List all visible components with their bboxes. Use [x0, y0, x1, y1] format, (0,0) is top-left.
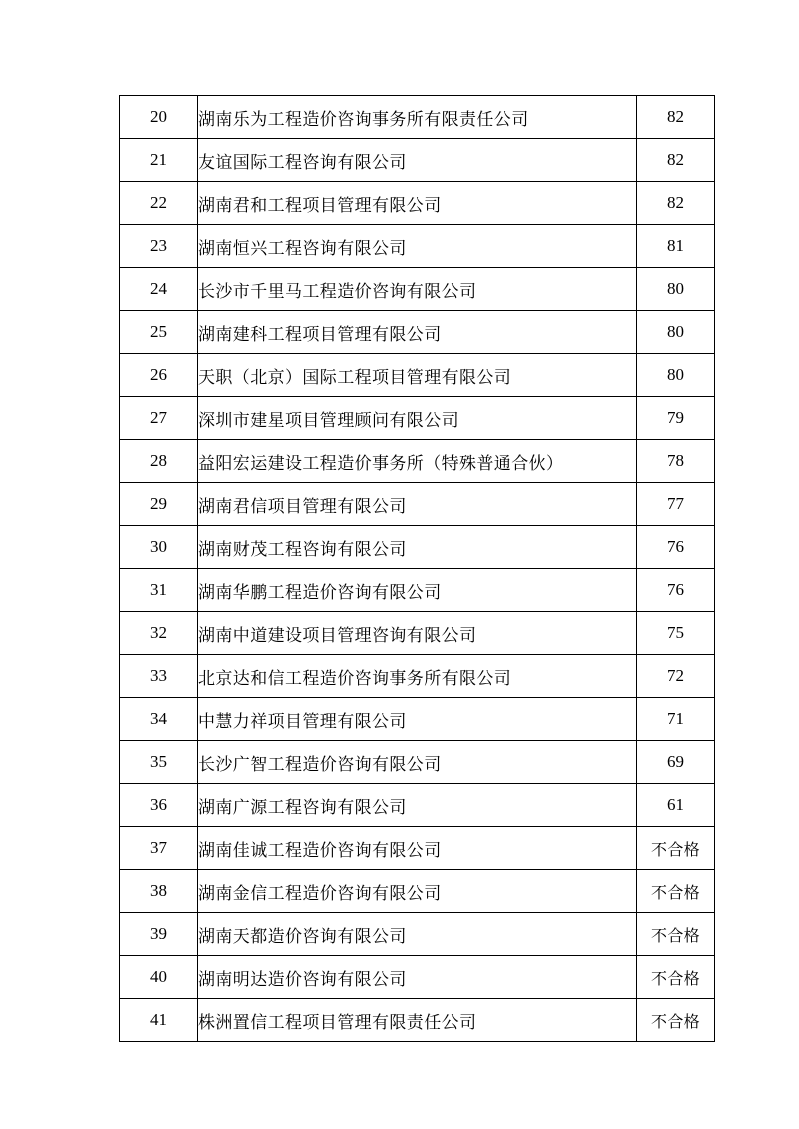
row-index-cell: 28: [120, 440, 198, 483]
table-row: [120, 612, 715, 655]
table-row: [120, 827, 715, 870]
company-name-cell: 友谊国际工程咨询有限公司: [198, 139, 637, 182]
company-name-cell: 湖南君信项目管理有限公司: [198, 483, 637, 526]
score-cell: 80: [637, 268, 715, 311]
row-index-cell: 27: [120, 397, 198, 440]
score-cell: 82: [637, 182, 715, 225]
company-name-cell: 湖南乐为工程造价咨询事务所有限责任公司: [198, 96, 637, 139]
score-cell: 75: [637, 612, 715, 655]
company-name-cell: 株洲置信工程项目管理有限责任公司: [198, 999, 637, 1042]
score-cell: 80: [637, 311, 715, 354]
company-name-cell: 湖南中道建设项目管理咨询有限公司: [198, 612, 637, 655]
table-row: [120, 96, 715, 139]
row-index-cell: 22: [120, 182, 198, 225]
company-name-cell: 湖南佳诚工程造价咨询有限公司: [198, 827, 637, 870]
row-index-cell: 25: [120, 311, 198, 354]
row-index-cell: 38: [120, 870, 198, 913]
company-name-cell: 湖南财茂工程咨询有限公司: [198, 526, 637, 569]
score-cell: 71: [637, 698, 715, 741]
score-cell: 不合格: [637, 956, 715, 999]
company-name-cell: 深圳市建星项目管理顾问有限公司: [198, 397, 637, 440]
company-name-cell: 湖南恒兴工程咨询有限公司: [198, 225, 637, 268]
score-table-container: [119, 95, 711, 1042]
table-row: [120, 569, 715, 612]
table-row: [120, 397, 715, 440]
row-index-cell: 40: [120, 956, 198, 999]
table-row: [120, 526, 715, 569]
score-table-body: [120, 96, 715, 1042]
company-name-cell: 湖南天都造价咨询有限公司: [198, 913, 637, 956]
row-index-cell: 31: [120, 569, 198, 612]
table-row: [120, 354, 715, 397]
table-row: [120, 139, 715, 182]
row-index-cell: 39: [120, 913, 198, 956]
company-name-cell: 长沙广智工程造价咨询有限公司: [198, 741, 637, 784]
row-index-cell: 34: [120, 698, 198, 741]
score-cell: 61: [637, 784, 715, 827]
score-cell: 不合格: [637, 999, 715, 1042]
table-row: [120, 182, 715, 225]
table-row: [120, 741, 715, 784]
row-index-cell: 35: [120, 741, 198, 784]
row-index-cell: 33: [120, 655, 198, 698]
table-row: [120, 311, 715, 354]
company-name-cell: 湖南建科工程项目管理有限公司: [198, 311, 637, 354]
score-cell: 69: [637, 741, 715, 784]
score-cell: 78: [637, 440, 715, 483]
table-row: [120, 913, 715, 956]
table-row: [120, 225, 715, 268]
company-name-cell: 湖南明达造价咨询有限公司: [198, 956, 637, 999]
score-cell: 72: [637, 655, 715, 698]
company-name-cell: 湖南广源工程咨询有限公司: [198, 784, 637, 827]
score-cell: 82: [637, 139, 715, 182]
company-name-cell: 益阳宏运建设工程造价事务所（特殊普通合伙）: [198, 440, 637, 483]
score-cell: 80: [637, 354, 715, 397]
row-index-cell: 30: [120, 526, 198, 569]
row-index-cell: 26: [120, 354, 198, 397]
row-index-cell: 41: [120, 999, 198, 1042]
score-cell: 81: [637, 225, 715, 268]
score-cell: 76: [637, 526, 715, 569]
company-name-cell: 湖南君和工程项目管理有限公司: [198, 182, 637, 225]
company-name-cell: 湖南华鹏工程造价咨询有限公司: [198, 569, 637, 612]
table-row: [120, 440, 715, 483]
score-cell: 不合格: [637, 913, 715, 956]
score-cell: 82: [637, 96, 715, 139]
row-index-cell: 29: [120, 483, 198, 526]
row-index-cell: 32: [120, 612, 198, 655]
score-cell: 76: [637, 569, 715, 612]
score-cell: 79: [637, 397, 715, 440]
table-row: [120, 956, 715, 999]
company-name-cell: 长沙市千里马工程造价咨询有限公司: [198, 268, 637, 311]
company-name-cell: 北京达和信工程造价咨询事务所有限公司: [198, 655, 637, 698]
row-index-cell: 21: [120, 139, 198, 182]
row-index-cell: 37: [120, 827, 198, 870]
score-cell: 77: [637, 483, 715, 526]
score-cell: 不合格: [637, 870, 715, 913]
score-cell: 不合格: [637, 827, 715, 870]
table-row: [120, 655, 715, 698]
row-index-cell: 20: [120, 96, 198, 139]
company-name-cell: 湖南金信工程造价咨询有限公司: [198, 870, 637, 913]
row-index-cell: 36: [120, 784, 198, 827]
row-index-cell: 23: [120, 225, 198, 268]
table-row: [120, 870, 715, 913]
score-table: [119, 95, 715, 1042]
table-row: [120, 784, 715, 827]
company-name-cell: 中慧力祥项目管理有限公司: [198, 698, 637, 741]
company-name-cell: 天职（北京）国际工程项目管理有限公司: [198, 354, 637, 397]
table-row: [120, 999, 715, 1042]
table-row: [120, 483, 715, 526]
table-row: [120, 268, 715, 311]
table-row: [120, 698, 715, 741]
row-index-cell: 24: [120, 268, 198, 311]
